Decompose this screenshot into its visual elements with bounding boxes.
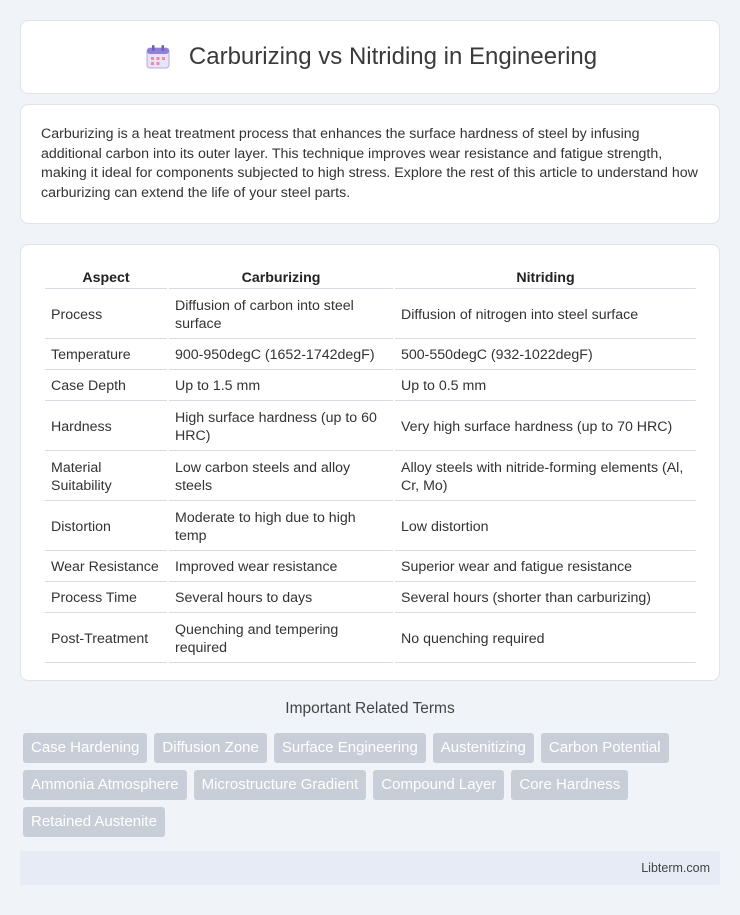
nitriding-cell: Up to 0.5 mm bbox=[395, 372, 696, 401]
aspect-cell: Case Depth bbox=[45, 372, 167, 401]
term-tag[interactable]: Case Hardening bbox=[23, 733, 147, 763]
carburizing-cell: Improved wear resistance bbox=[169, 553, 393, 582]
aspect-cell: Process Time bbox=[45, 584, 167, 613]
term-tag[interactable]: Ammonia Atmosphere bbox=[23, 770, 187, 800]
table-row bbox=[45, 553, 696, 582]
footer-site-link[interactable]: Libterm.com bbox=[641, 861, 710, 875]
intro-card bbox=[20, 104, 720, 224]
table-row bbox=[45, 615, 696, 663]
comparison-table bbox=[43, 265, 698, 665]
header bbox=[143, 42, 597, 72]
aspect-cell: Process bbox=[45, 291, 167, 339]
intro-text: Carburizing is a heat treatment process that enhances the surface hardness of steel by infusing additional carbon into its outer layer. This technique improves wear resistance and fatigue strength, making it ideal for components subjected to high stress. Explore the rest of this article to understand how carburizing can extend the life of your steel parts. bbox=[41, 126, 698, 201]
table-row bbox=[45, 341, 696, 370]
nitriding-cell: No quenching required bbox=[395, 615, 696, 663]
carburizing-cell: Moderate to high due to high temp bbox=[169, 503, 393, 551]
carburizing-cell: Up to 1.5 mm bbox=[169, 372, 393, 401]
aspect-cell: Wear Resistance bbox=[45, 553, 167, 582]
term-tag[interactable]: Surface Engineering bbox=[274, 733, 426, 763]
table-row bbox=[45, 584, 696, 613]
nitriding-cell: Superior wear and fatigue resistance bbox=[395, 553, 696, 582]
column-header-aspect: Aspect bbox=[45, 267, 167, 289]
carburizing-cell: Low carbon steels and alloy steels bbox=[169, 453, 393, 501]
column-header-carburizing: Carburizing bbox=[169, 267, 393, 289]
nitriding-cell: Several hours (shorter than carburizing) bbox=[395, 584, 696, 613]
header-card bbox=[20, 20, 720, 94]
related-terms-list bbox=[23, 733, 723, 837]
table-row bbox=[45, 403, 696, 451]
table-header-row bbox=[45, 267, 696, 289]
aspect-cell: Distortion bbox=[45, 503, 167, 551]
term-tag[interactable]: Retained Austenite bbox=[23, 807, 165, 837]
carburizing-cell: Several hours to days bbox=[169, 584, 393, 613]
aspect-cell: Material Suitability bbox=[45, 453, 167, 501]
nitriding-cell: Diffusion of nitrogen into steel surface bbox=[395, 291, 696, 339]
footer bbox=[20, 851, 720, 885]
term-tag[interactable]: Compound Layer bbox=[373, 770, 504, 800]
term-tag[interactable]: Core Hardness bbox=[511, 770, 628, 800]
nitriding-cell: Low distortion bbox=[395, 503, 696, 551]
carburizing-cell: 900-950degC (1652-1742degF) bbox=[169, 341, 393, 370]
column-header-nitriding: Nitriding bbox=[395, 267, 696, 289]
page-title: Carburizing vs Nitriding in Engineering bbox=[188, 43, 598, 70]
table-row bbox=[45, 372, 696, 401]
term-tag[interactable]: Austenitizing bbox=[433, 733, 534, 763]
carburizing-cell: Diffusion of carbon into steel surface bbox=[169, 291, 393, 339]
table-row bbox=[45, 291, 696, 339]
term-tag[interactable]: Microstructure Gradient bbox=[194, 770, 367, 800]
aspect-cell: Temperature bbox=[45, 341, 167, 370]
aspect-cell: Post-Treatment bbox=[45, 615, 167, 663]
nitriding-cell: 500-550degC (932-1022degF) bbox=[395, 341, 696, 370]
comparison-table-card bbox=[20, 244, 720, 681]
carburizing-cell: Quenching and tempering required bbox=[169, 615, 393, 663]
term-tag[interactable]: Diffusion Zone bbox=[154, 733, 266, 763]
table-row bbox=[45, 453, 696, 501]
nitriding-cell: Alloy steels with nitride-forming elements (Al, Cr, Mo) bbox=[395, 453, 696, 501]
table-row bbox=[45, 503, 696, 551]
term-tag[interactable]: Carbon Potential bbox=[541, 733, 669, 763]
related-terms-title: Important Related Terms bbox=[285, 700, 455, 717]
nitriding-cell: Very high surface hardness (up to 70 HRC) bbox=[395, 403, 696, 451]
aspect-cell: Hardness bbox=[45, 403, 167, 451]
calendar-icon bbox=[143, 42, 173, 72]
carburizing-cell: High surface hardness (up to 60 HRC) bbox=[169, 403, 393, 451]
